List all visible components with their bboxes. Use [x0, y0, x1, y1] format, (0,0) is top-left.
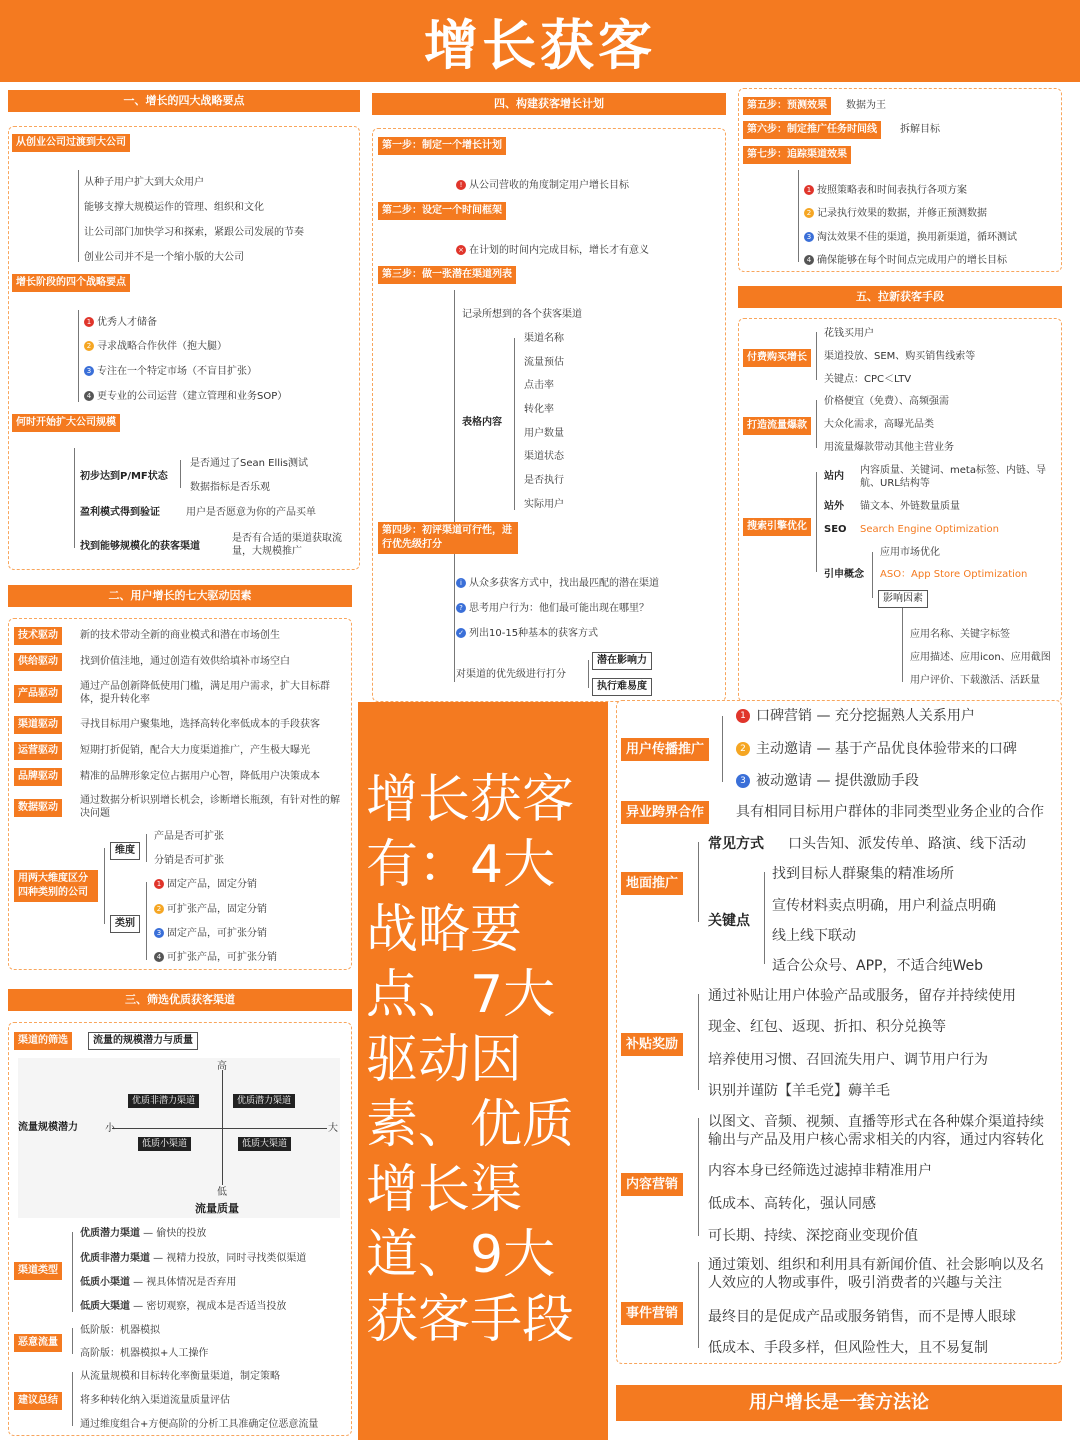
number-badge: 1: [804, 185, 814, 195]
s1-item: 从种子用户扩大到大众用户: [84, 177, 204, 188]
text-item: 宣传材料卖点明确，用户利益点明确: [772, 898, 996, 914]
text-item: 低成本、手段多样，但风险性大，且不易复制: [708, 1340, 988, 1356]
text-item: [456, 602, 649, 615]
driver-text: 新的技术带动全新的商业模式和潜在市场创生: [80, 630, 280, 641]
text-item: 固定产品，固定分销: [167, 879, 257, 890]
text-item: 用流量爆款带动其他主营业务: [824, 442, 954, 453]
driver-tag: 运营驱动: [14, 742, 62, 760]
text-item: 花钱买用户: [824, 328, 874, 339]
bracket-line: [72, 1232, 73, 1312]
step-7: 第七步：追踪渠道效果: [743, 146, 851, 164]
number-badge: 1: [154, 879, 164, 889]
pmf-a: 是否通过了Sean Ellis测试: [190, 458, 309, 469]
text-item: 优质潜力渠道 — 偷快的投放: [80, 1228, 207, 1239]
text-item: 低质大渠道 — 密切观察，视成本是否适当投放: [80, 1301, 287, 1312]
text-item: 关键点：CPC＜LTV: [824, 374, 912, 385]
text-item: 点击率: [524, 380, 554, 391]
number-badge: 3: [84, 366, 94, 376]
text-item: [154, 903, 267, 916]
section-4b-box: [738, 88, 1062, 272]
bracket-line: [698, 1118, 699, 1236]
text-item: 通过补贴让用户体验产品或服务，留存并持续使用: [708, 988, 1016, 1004]
section-5-title: 五、拉新获客手段: [738, 286, 1062, 308]
overlay-text: 增长获客有：4大战略要点、7大驱动因素、优质增长渠道、9大获客手段: [366, 770, 575, 1350]
driver-tag: 品牌驱动: [14, 768, 62, 786]
step-6: 第六步：制定推广任务时间线: [743, 121, 881, 139]
page-title: 增长获客: [424, 13, 656, 77]
section-3-title: 三、筛选优质获客渠道: [8, 989, 352, 1011]
text-item: 专注在一个特定市场（不盲目扩张）: [97, 366, 257, 377]
text-item: 固定产品，可扩张分销: [167, 928, 267, 939]
s1-item: 让公司部门加快学习和探索，紧跟公司发展的节奏: [84, 227, 304, 238]
cross-tag: 异业跨界合作: [621, 801, 709, 824]
text-item: 锚文本、外链数量质量: [860, 501, 960, 512]
s1-item: [84, 365, 257, 378]
bracket-line: [816, 472, 817, 572]
bracket-line: [698, 1262, 699, 1348]
dim-tag: 用两大维度区分四种类别的公司: [14, 870, 98, 902]
text-item: 实际用户: [524, 499, 564, 510]
text-item: [456, 627, 598, 640]
text-item: 低成本、高转化，强认同感: [708, 1196, 876, 1212]
text-item: [804, 231, 1017, 244]
step-1: 第一步：制定一个增长计划: [378, 137, 506, 155]
filter-box: 流量的规模潜力与质量: [88, 1032, 198, 1050]
bracket-line: [454, 290, 455, 682]
text-item: 低质小渠道: [80, 1277, 130, 1288]
text-item: 最终目的是促成产品或服务销售，而不是博人眼球: [708, 1309, 1016, 1325]
text-item: 具有相同目标用户群体的非同类型业务企业的合作: [736, 804, 1044, 820]
bracket-line: [514, 338, 515, 510]
step-2: 第二步：设定一个时间框架: [378, 202, 506, 220]
text-item: 是否执行: [524, 475, 564, 486]
driver-tag: 技术驱动: [14, 627, 62, 645]
number-badge: ✓: [456, 628, 466, 638]
text-item: 找到目标人群聚集的精准场所: [772, 866, 954, 882]
score-a: 潜在影响力: [592, 652, 652, 670]
s1-tag-1: 从创业公司过渡到大公司: [12, 134, 130, 152]
driver-tag: 产品驱动: [14, 685, 62, 703]
axis-small: 小: [105, 1123, 115, 1134]
text-item: 可长期、持续、深挖商业变现价值: [708, 1228, 918, 1244]
number-badge: 2: [736, 742, 750, 756]
text-item: 内容本身已经筛选过滤掉非精准用户: [708, 1163, 932, 1179]
seo-tag: 搜索引擎优化: [743, 518, 811, 536]
text-item: 口碑营销: [756, 708, 812, 724]
axis-y-label: 流量质量: [195, 1202, 239, 1215]
text-item: 关键点: [708, 913, 750, 929]
text-item: 优质非潜力渠道 — 视精力投放，同时寻找类似渠道: [80, 1253, 307, 1264]
text-item: 在计划的时间内完成目标，增长才有意义: [469, 245, 649, 256]
text-item: 偷快的投放: [156, 1228, 207, 1239]
text-item: 优质潜力渠道: [80, 1228, 140, 1239]
text-item: [154, 927, 267, 940]
text-item: [456, 244, 649, 257]
text-item: 用户数量: [524, 428, 564, 439]
bracket-line: [698, 994, 699, 1090]
text-item: 低质大渠道: [80, 1301, 130, 1312]
bracket-line: [722, 716, 723, 782]
number-badge: ×: [456, 245, 466, 255]
text-item: 视具体情况是否弃用: [146, 1277, 237, 1288]
text-item: 1 口碑营销 — 充分挖掘熟人关系用户: [736, 707, 975, 725]
viral-tag: 用户传播推广: [621, 738, 709, 761]
text-item: [456, 577, 659, 590]
content-tag: 内容营销: [621, 1173, 683, 1196]
hit-tag: 打造流量爆款: [743, 417, 811, 435]
text-item: 站外: [824, 501, 844, 512]
number-badge: !: [456, 180, 466, 190]
text-item: 应用名称、关键字标签: [910, 629, 1010, 640]
profit-a: 用户是否愿意为你的产品买单: [186, 507, 316, 518]
text-item: 淘汰效果不佳的渠道，换用新渠道，循环测试: [817, 232, 1017, 243]
text-item: 通过策划、组织和利用具有新闻价值、社会影响以及名人效应的人物或事件，吸引消费者的兴趣与关注: [708, 1257, 1044, 1291]
text-item: 提供激励手段: [834, 773, 919, 789]
bracket-line: [78, 170, 79, 262]
text-item: 优秀人才储备: [97, 317, 157, 328]
number-badge: 2: [804, 208, 814, 218]
sum-item: 通过维度组合+方便高阶的分析工具准确定位恶意流量: [80, 1419, 319, 1430]
s1-tag-2: 增长阶段的四个战略要点: [12, 274, 130, 292]
text-item: 低质小渠道 — 视具体情况是否弃用: [80, 1277, 237, 1288]
text-item: 线上线下联动: [772, 928, 856, 944]
text-item: 大众化需求，高曝光品类: [824, 419, 934, 430]
text-item: 流量预估: [524, 357, 564, 368]
text-item: 渠道投放、SEM、购买销售线索等: [824, 351, 976, 362]
text-item: 优质非潜力渠道: [80, 1253, 150, 1264]
driver-text: 找到价值洼地，通过创造有效供给填补市场空白: [80, 656, 290, 667]
filter-tag: 渠道的筛选: [14, 1032, 72, 1050]
score-label: 对渠道的优先级进行打分: [456, 669, 566, 680]
bracket-line: [588, 660, 589, 688]
text-item: 充分挖掘熟人关系用户: [834, 708, 975, 724]
step-4: 第四步：初评渠道可行性，进行优先级打分: [378, 522, 518, 554]
axis-low: 低: [217, 1187, 227, 1198]
text-item: 按照策略表和时间表执行各项方案: [817, 185, 967, 196]
text-item: [154, 878, 257, 891]
text-item: 适合公众号、APP，不适合纯Web: [772, 958, 983, 974]
number-badge: 3: [736, 774, 750, 788]
text-item: 应用市场优化: [880, 547, 940, 558]
axis-x-label: 流量规模潜力: [18, 1122, 78, 1133]
bracket-line: [72, 1328, 73, 1354]
number-badge: 1: [736, 709, 750, 723]
number-badge: ?: [456, 603, 466, 613]
score-b: 执行难易度: [592, 678, 652, 696]
bracket-line: [146, 882, 147, 960]
text-item: 确保能够在每个时间点完成用户的增长目标: [817, 255, 1007, 266]
text-item: 现金、红包、返现、折扣、积分兑换等: [708, 1019, 946, 1035]
dim-b: 分销是否可扩张: [154, 855, 224, 866]
s1-item: [84, 340, 227, 353]
number-badge: 4: [804, 255, 814, 265]
pmf-b: 数据指标是否乐观: [190, 482, 270, 493]
number-badge: 3: [804, 232, 814, 242]
header-banner: [0, 0, 1080, 82]
bracket-line: [872, 552, 873, 598]
number-badge: i: [456, 578, 466, 588]
text-item: 3 被动邀请 — 提供激励手段: [736, 772, 919, 790]
number-badge: 3: [154, 928, 164, 938]
text-item: 站内: [824, 471, 844, 482]
driver-tag: 供给驱动: [14, 653, 62, 671]
s1-item: 创业公司并不是一个缩小版的大公司: [84, 252, 244, 263]
text-item: 渠道名称: [524, 333, 564, 344]
s1-item: [84, 316, 157, 329]
text-item: 培养使用习惯、召回流失用户、调节用户行为: [708, 1052, 988, 1068]
number-badge: 2: [154, 904, 164, 914]
text-item: 引申概念: [824, 569, 864, 580]
driver-tag: 数据驱动: [14, 799, 62, 817]
quadrant-q4: 低质大渠道: [238, 1137, 291, 1151]
driver-text: 短期打折促销，配合大力度渠道推广，产生极大曝光: [80, 745, 310, 756]
bracket-line: [816, 332, 817, 380]
driver-tag: 渠道驱动: [14, 716, 62, 734]
sum-item: 从流量规模和目标转化率衡量渠道，制定策略: [80, 1371, 280, 1382]
quadrant-q1: 优质非潜力渠道: [128, 1094, 199, 1108]
text-item: [804, 184, 967, 197]
text-item: 思考用户行为：他们最可能出现在哪里？: [469, 603, 649, 614]
dim-a: 产品是否可扩张: [154, 831, 224, 842]
text-item: 常见方式: [708, 836, 764, 852]
s1-item: [84, 390, 287, 403]
subsidy-tag: 补贴奖励: [621, 1033, 683, 1056]
bracket-line: [104, 848, 105, 924]
text-item: 列出10-15种基本的获客方式: [469, 628, 599, 639]
bottom-banner: 用户增长是一套方法论: [616, 1385, 1062, 1421]
text-item: 内容质量、关键词、meta标签、内链、导航、URL结构等: [860, 465, 1046, 489]
text-item: SEO: [824, 524, 847, 535]
factors-box: 影响因素: [878, 590, 928, 608]
text-item: 数据为王: [846, 100, 886, 111]
text-item: 识别并谨防【羊毛党】薅羊毛: [708, 1083, 890, 1099]
number-badge: 4: [154, 952, 164, 962]
number-badge: 1: [84, 317, 94, 327]
driver-text: 寻找目标用户聚集地，选择高转化率低成本的手段获客: [80, 719, 320, 730]
channel-label: 找到能够规模化的获客渠道: [80, 541, 200, 552]
text-item: Search Engine Optimization: [860, 524, 999, 535]
profit-label: 盈利模式得到验证: [80, 507, 160, 518]
bracket-line: [798, 170, 799, 262]
step-3: 第三步：做一张潜在渠道列表: [378, 266, 516, 284]
text-item: [456, 179, 629, 192]
quadrant-q2: 优质潜力渠道: [233, 1094, 295, 1108]
bracket-line: [74, 448, 75, 548]
text-item: 用户评价、下载激活、活跃量: [910, 675, 1040, 686]
driver-text: 通过数据分析识别增长机会，诊断增长瓶颈，有针对性的解决问题: [80, 795, 340, 819]
s1-item: 能够支撑大规模运作的管理、组织和文化: [84, 202, 264, 213]
fraud-item: 低阶版：机器模拟: [80, 1325, 160, 1336]
ground-tag: 地面推广: [621, 872, 683, 895]
sum-tag: 建议总结: [14, 1392, 62, 1410]
number-badge: 4: [84, 391, 94, 401]
text-item: 寻求战略合作伙伴（抱大腿）: [97, 341, 227, 352]
text-item: 以图文、音频、视频、直播等形式在各种媒介渠道持续输出与产品及用户核心需求相关的内容，通过内容转化: [708, 1114, 1044, 1148]
text-item: 拆解目标: [900, 124, 940, 135]
axis-high: 高: [217, 1061, 227, 1072]
bracket-line: [816, 400, 817, 448]
step-5: 第五步：预测效果: [743, 97, 831, 115]
text-item: 更专业的公司运营（建立管理和业务SOP）: [97, 391, 288, 402]
step-3-a: 记录所想到的各个获客渠道: [462, 309, 582, 320]
fraud-item: 高阶版：机器模拟+人工操作: [80, 1348, 209, 1359]
text-item: 基于产品优良体验带来的口碑: [834, 741, 1017, 757]
text-item: 视精力投放，同时寻找类似渠道: [166, 1253, 307, 1264]
text-item: 价格便宜（免费）、高频强需: [824, 396, 949, 407]
pmf-label: 初步达到P/MF状态: [80, 471, 168, 482]
driver-text: 通过产品创新降低使用门槛，满足用户需求，扩大目标群体，提升转化率: [80, 681, 330, 705]
text-item: 转化率: [524, 404, 554, 415]
text-item: [804, 207, 987, 220]
dim-box: 维度: [110, 842, 140, 860]
bracket-line: [902, 608, 903, 682]
section-4-title: 四、构建获客增长计划: [372, 93, 726, 115]
bracket-line: [72, 1372, 73, 1426]
table-label: 表格内容: [462, 417, 502, 428]
number-badge: 2: [84, 341, 94, 351]
text-item: [154, 951, 277, 964]
text-item: 密切观察，视成本是否适当投放: [146, 1301, 287, 1312]
sum-item: 将多种转化纳入渠道流量质量评估: [80, 1395, 230, 1406]
text-item: 可扩张产品，固定分销: [167, 904, 267, 915]
text-item: 口头告知、派发传单、路演、线下活动: [788, 836, 1026, 852]
text-item: 从众多获客方式中，找出最匹配的潜在渠道: [469, 578, 659, 589]
driver-text: 精准的品牌形象定位占据用户心智，降低用户决策成本: [80, 771, 320, 782]
channel-a: 是否有合适的渠道获取流量，大规模推广: [232, 533, 342, 557]
text-item: 2 主动邀请 — 基于产品优良体验带来的口碑: [736, 740, 1017, 758]
bracket-line: [698, 842, 699, 922]
type-tag: 渠道类型: [14, 1262, 62, 1280]
text-item: 被动邀请: [756, 773, 812, 789]
text-item: [112, 1128, 327, 1129]
text-item: 主动邀请: [756, 741, 812, 757]
bracket-line: [146, 834, 147, 862]
axis-large: 大: [328, 1123, 338, 1134]
bracket-line: [764, 872, 765, 964]
text-item: 从公司营收的角度制定用户增长目标: [469, 180, 629, 191]
text-item: [222, 1070, 223, 1185]
section-2-title: 二、用户增长的七大驱动因素: [8, 585, 352, 607]
text-item: 记录执行效果的数据，并修正预测数据: [817, 208, 987, 219]
text-item: 应用描述、应用icon、应用截图: [910, 652, 1051, 663]
text-item: 可扩张产品，可扩张分销: [167, 952, 277, 963]
cat-box: 类别: [110, 915, 140, 933]
section-1-title: 一、增长的四大战略要点: [8, 90, 360, 112]
fraud-tag: 恶意流量: [14, 1334, 62, 1352]
paid-tag: 付费购买增长: [743, 349, 811, 367]
bracket-line: [180, 460, 181, 488]
text-item: ASO：App Store Optimization: [880, 569, 1028, 580]
s1-tag-3: 何时开始扩大公司规模: [12, 414, 120, 432]
bracket-line: [78, 310, 79, 402]
text-item: 渠道状态: [524, 451, 564, 462]
text-item: [804, 254, 1007, 267]
quadrant-q3: 低质小渠道: [138, 1137, 191, 1151]
event-tag: 事件营销: [621, 1302, 683, 1325]
